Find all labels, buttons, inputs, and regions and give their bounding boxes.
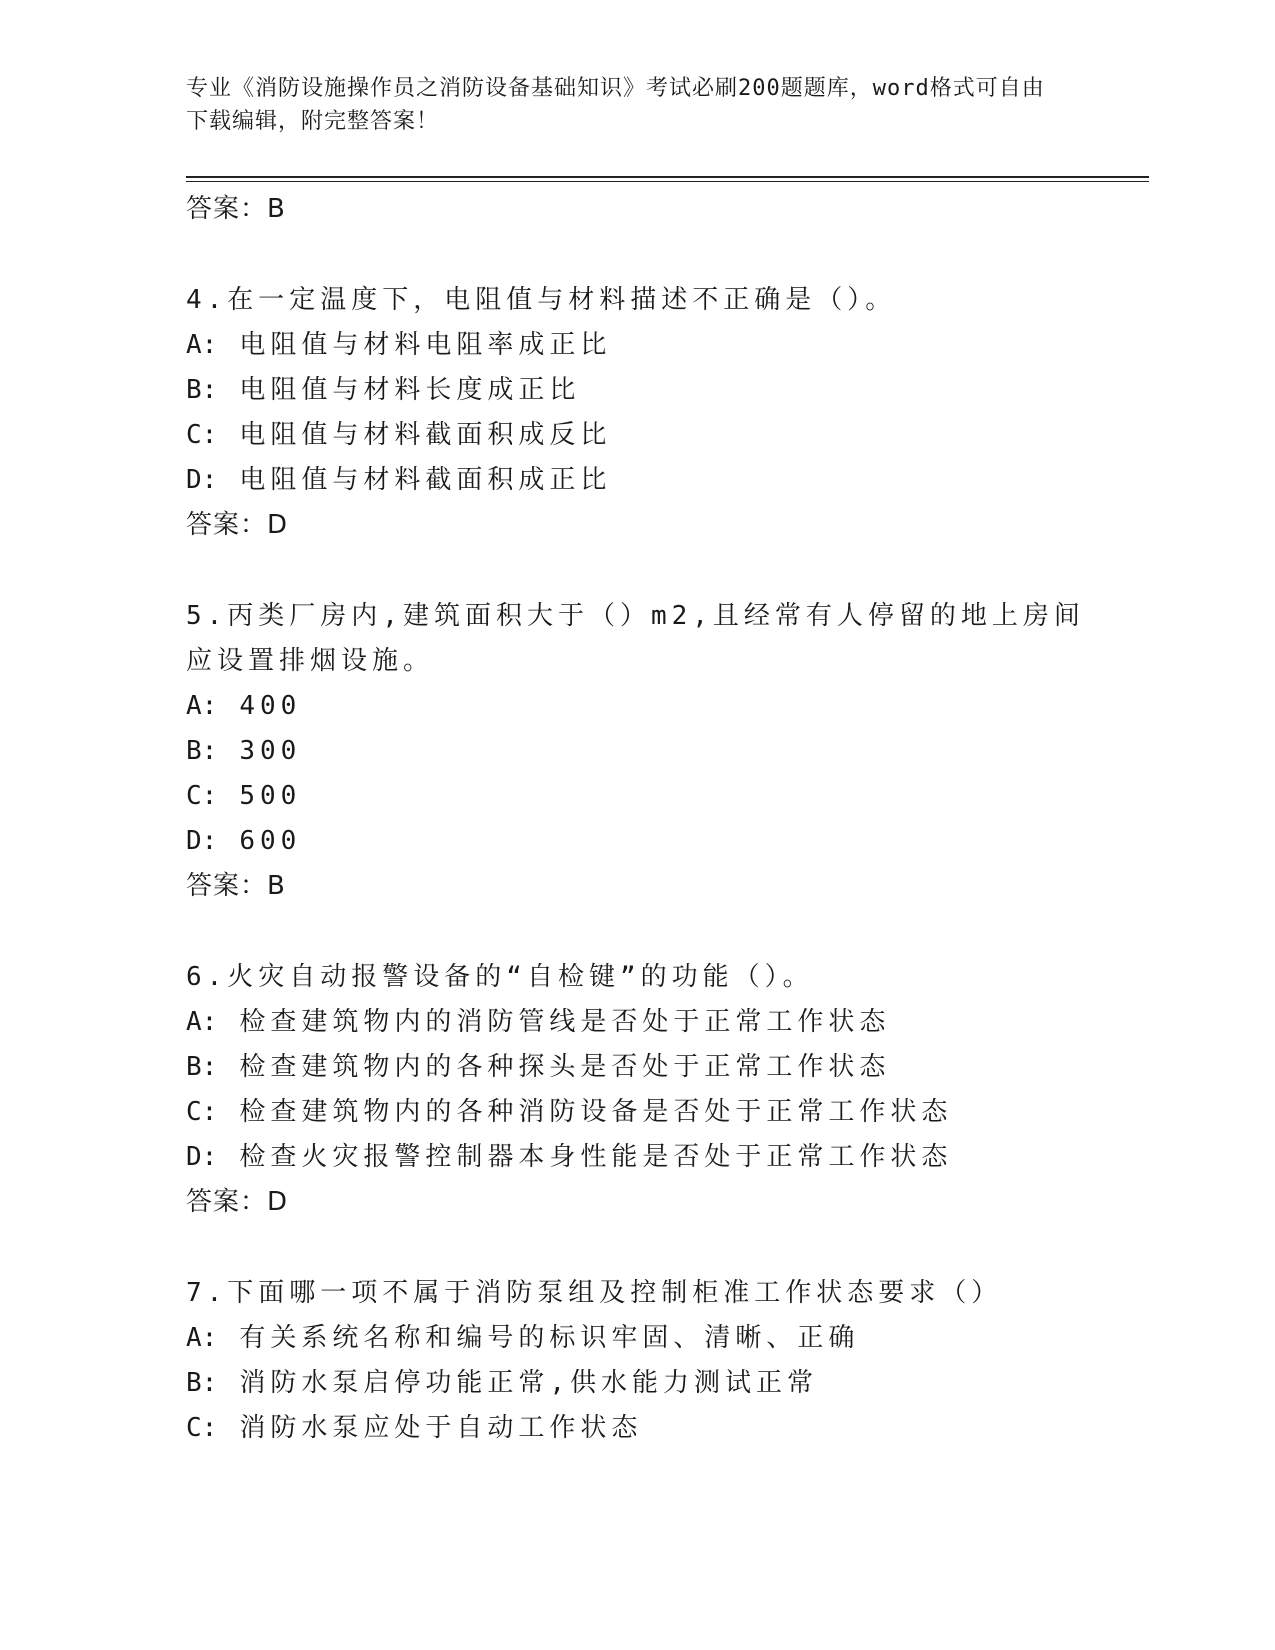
answer-line [186,1180,1086,1224]
question-stem: 7.下面哪一项不属于消防泵组及控制柜准工作状态要求（） [186,1278,1003,1308]
option-line [186,1090,1086,1135]
option-letter: D: [186,1142,218,1172]
option-text: 600 [239,826,302,856]
block-gap [186,1224,1086,1271]
option-line [186,1000,1086,1045]
block-gap [186,231,1086,278]
block-gap [186,547,1086,594]
answer-line [186,864,1086,908]
option-line [186,1406,1086,1451]
option-letter: A: [186,691,218,721]
header-rule-thin [186,181,1149,182]
option-text: 检查建筑物内的消防管线是否处于正常工作状态 [239,1007,891,1037]
option-line [186,458,1086,503]
option-text: 500 [239,781,302,811]
option-letter: C: [186,420,218,450]
option-letter: C: [186,1413,218,1443]
option-text: 消防水泵启停功能正常,供水能力测试正常 [239,1368,818,1398]
answer-value: B [267,194,286,224]
document-header: 专业《消防设施操作员之消防设备基础知识》考试必刷200题题库，word格式可自由下载编辑，附完整答案！ [186,76,1045,134]
option-text: 检查建筑物内的各种消防设备是否处于正常工作状态 [239,1097,953,1127]
option-text: 400 [239,691,302,721]
option-letter: A: [186,1007,218,1037]
option-line [186,1361,1086,1406]
option-text: 检查建筑物内的各种探头是否处于正常工作状态 [239,1052,891,1082]
option-letter: D: [186,826,218,856]
header-rule-thick [186,176,1149,178]
answer-line [186,503,1086,547]
option-text: 电阻值与材料截面积成正比 [239,465,612,495]
question-stem: 4.在一定温度下，电阻值与材料描述不正确是（）。 [186,285,897,315]
answer-value: D [267,1187,289,1217]
option-letter: C: [186,1097,218,1127]
option-text: 消防水泵应处于自动工作状态 [239,1413,643,1443]
option-line [186,1316,1086,1361]
option-text: 电阻值与材料长度成正比 [239,375,581,405]
answer-value: B [267,871,286,901]
option-line [186,1135,1086,1180]
option-text: 有关系统名称和编号的标识牢固、清晰、正确 [239,1323,860,1353]
answer-label: 答案： [186,510,268,540]
answer-value: D [267,510,289,540]
option-line [186,1045,1086,1090]
answer-line [186,187,1086,231]
option-letter: B: [186,375,218,405]
option-line [186,684,1086,729]
option-line [186,729,1086,774]
option-letter: A: [186,330,218,360]
option-line [186,819,1086,864]
option-letter: A: [186,1323,218,1353]
option-line [186,774,1086,819]
option-letter: B: [186,736,218,766]
question-list [186,187,1086,1451]
option-letter: B: [186,1052,218,1082]
option-line [186,413,1086,458]
option-line [186,323,1086,368]
option-letter: D: [186,465,218,495]
answer-label: 答案： [186,871,268,901]
question-stem: 6.火灾自动报警设备的“自检键”的功能（）。 [186,962,814,992]
answer-label: 答案： [186,1187,268,1217]
question-stem: 5.丙类厂房内,建筑面积大于（）m2,且经常有人停留的地上房间应设置排烟设施。 [186,601,1085,676]
option-line [186,368,1086,413]
option-letter: C: [186,781,218,811]
answer-label: 答案： [186,194,268,224]
block-gap [186,908,1086,955]
option-text: 检查火灾报警控制器本身性能是否处于正常工作状态 [239,1142,953,1172]
option-text: 电阻值与材料电阻率成正比 [239,330,612,360]
option-text: 300 [239,736,302,766]
option-letter: B: [186,1368,218,1398]
option-text: 电阻值与材料截面积成反比 [239,420,612,450]
